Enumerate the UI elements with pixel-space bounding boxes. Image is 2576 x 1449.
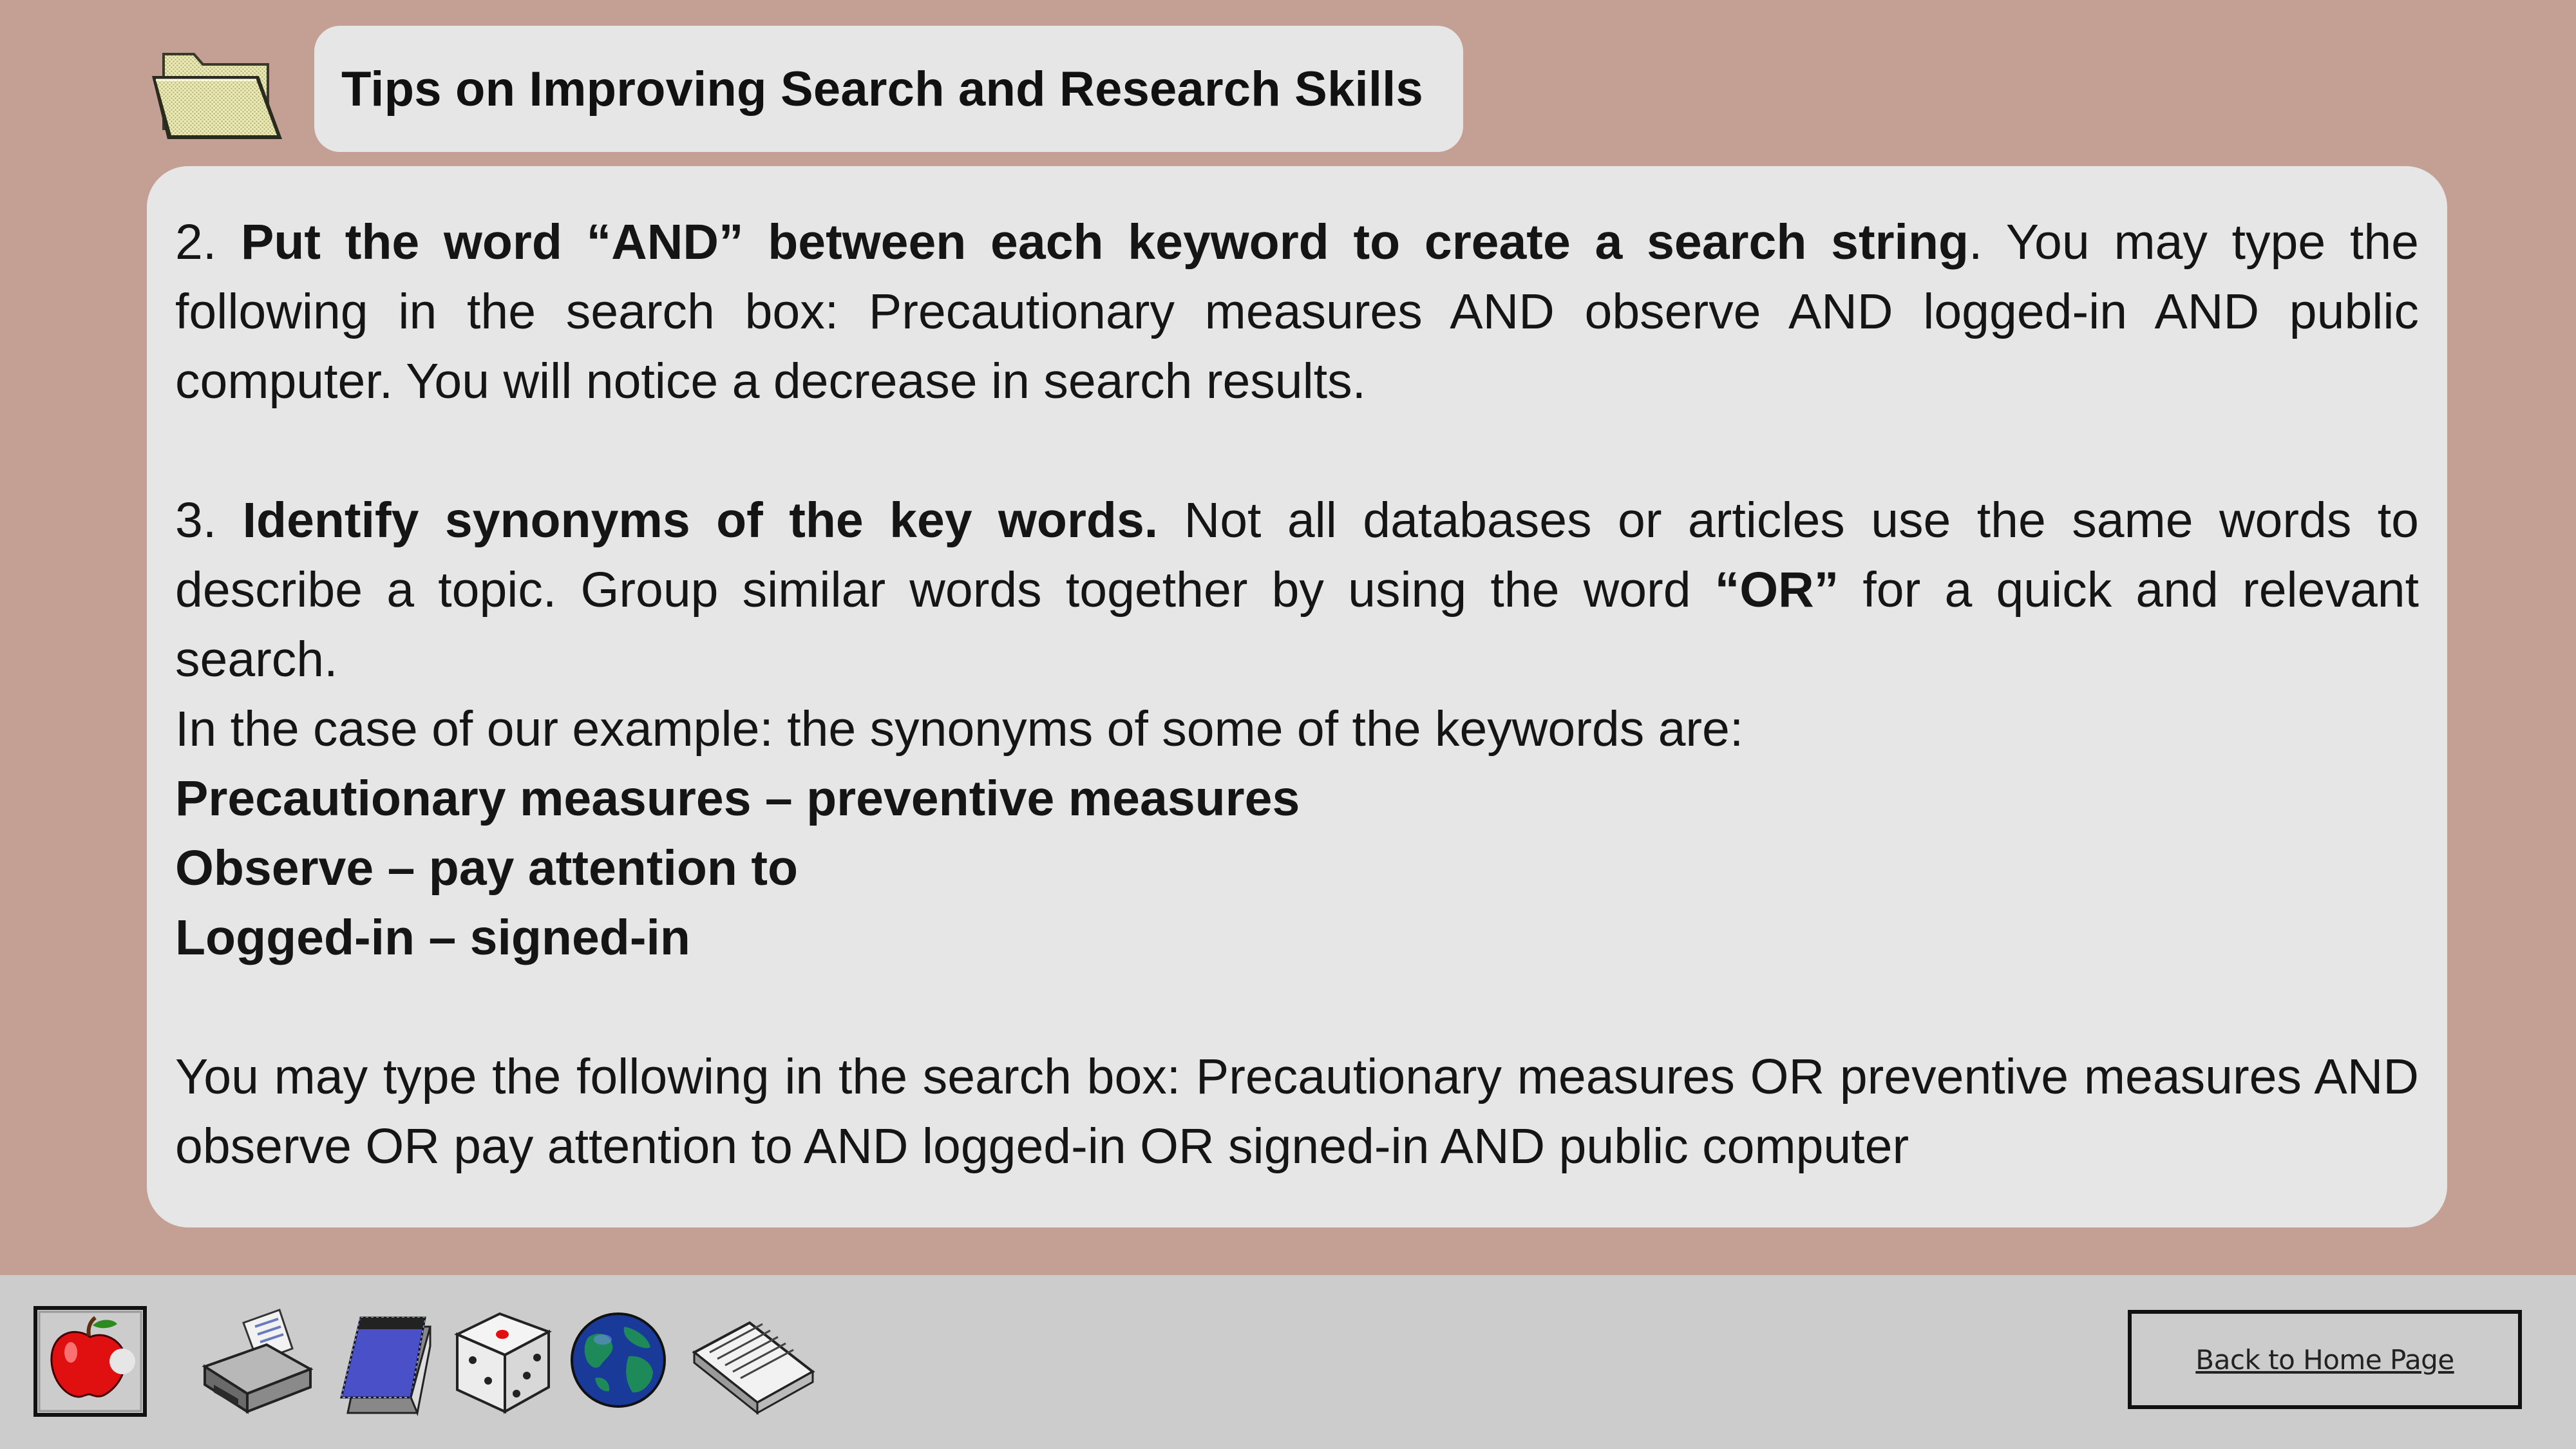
- synonym-line: [175, 833, 2419, 903]
- tip-3-paragraph: [175, 486, 2419, 694]
- tip-3-heading: Identify synonyms of the key words.: [242, 493, 1159, 548]
- content-panel: [147, 166, 2447, 1227]
- synonym-line: [175, 903, 2419, 972]
- page-title: Tips on Improving Search and Research Skills: [341, 61, 1423, 117]
- tip-2-paragraph: [175, 207, 2419, 416]
- conclusion-paragraph: You may type the following in the search box: Precautionary measures OR preventive measures AND observe OR pay attention to AND logged-in OR signed-in AND public computer: [175, 1049, 2419, 1174]
- folder-icon: [149, 33, 286, 144]
- tip-2-text: . You may type the following in the search box: Precautionary measures AND observe AND logged-in AND public computer. You will notice a decrease in search results.: [175, 214, 2419, 409]
- tip-3-number: 3.: [175, 493, 243, 548]
- tip-2-number: 2.: [175, 214, 241, 270]
- globe-icon[interactable]: [569, 1311, 667, 1409]
- title-box: [314, 26, 1463, 152]
- tip-2-heading: Put the word “AND” between each keyword to create a search string: [240, 214, 1969, 270]
- tip-3-or: “OR”: [1714, 562, 1839, 618]
- synonym-observe: Observe – pay attention to: [175, 840, 799, 896]
- scanner-icon[interactable]: [690, 1310, 817, 1417]
- back-to-home-label: Back to Home Page: [2195, 1343, 2454, 1376]
- apple-icon[interactable]: [33, 1306, 147, 1417]
- back-to-home-button[interactable]: [2128, 1310, 2522, 1409]
- notepad-icon[interactable]: [335, 1307, 435, 1418]
- spacer: [175, 972, 2419, 1042]
- spacer: [175, 416, 2419, 486]
- synonym-line: [175, 764, 2419, 833]
- tip-3-text: Not all databases or articles use the same words to describe a topic. Group similar words together by using the word: [175, 493, 2419, 618]
- example-intro: In the case of our example: the synonyms of some of the keywords are:: [175, 701, 1744, 757]
- dice-icon[interactable]: [451, 1309, 554, 1416]
- synonym-precautionary: Precautionary measures – preventive measures: [175, 771, 1300, 826]
- synonym-logged-in: Logged-in – signed-in: [175, 910, 690, 965]
- printer-icon[interactable]: [196, 1307, 314, 1417]
- tip-3-text-end: for a quick and relevant search.: [175, 562, 2419, 687]
